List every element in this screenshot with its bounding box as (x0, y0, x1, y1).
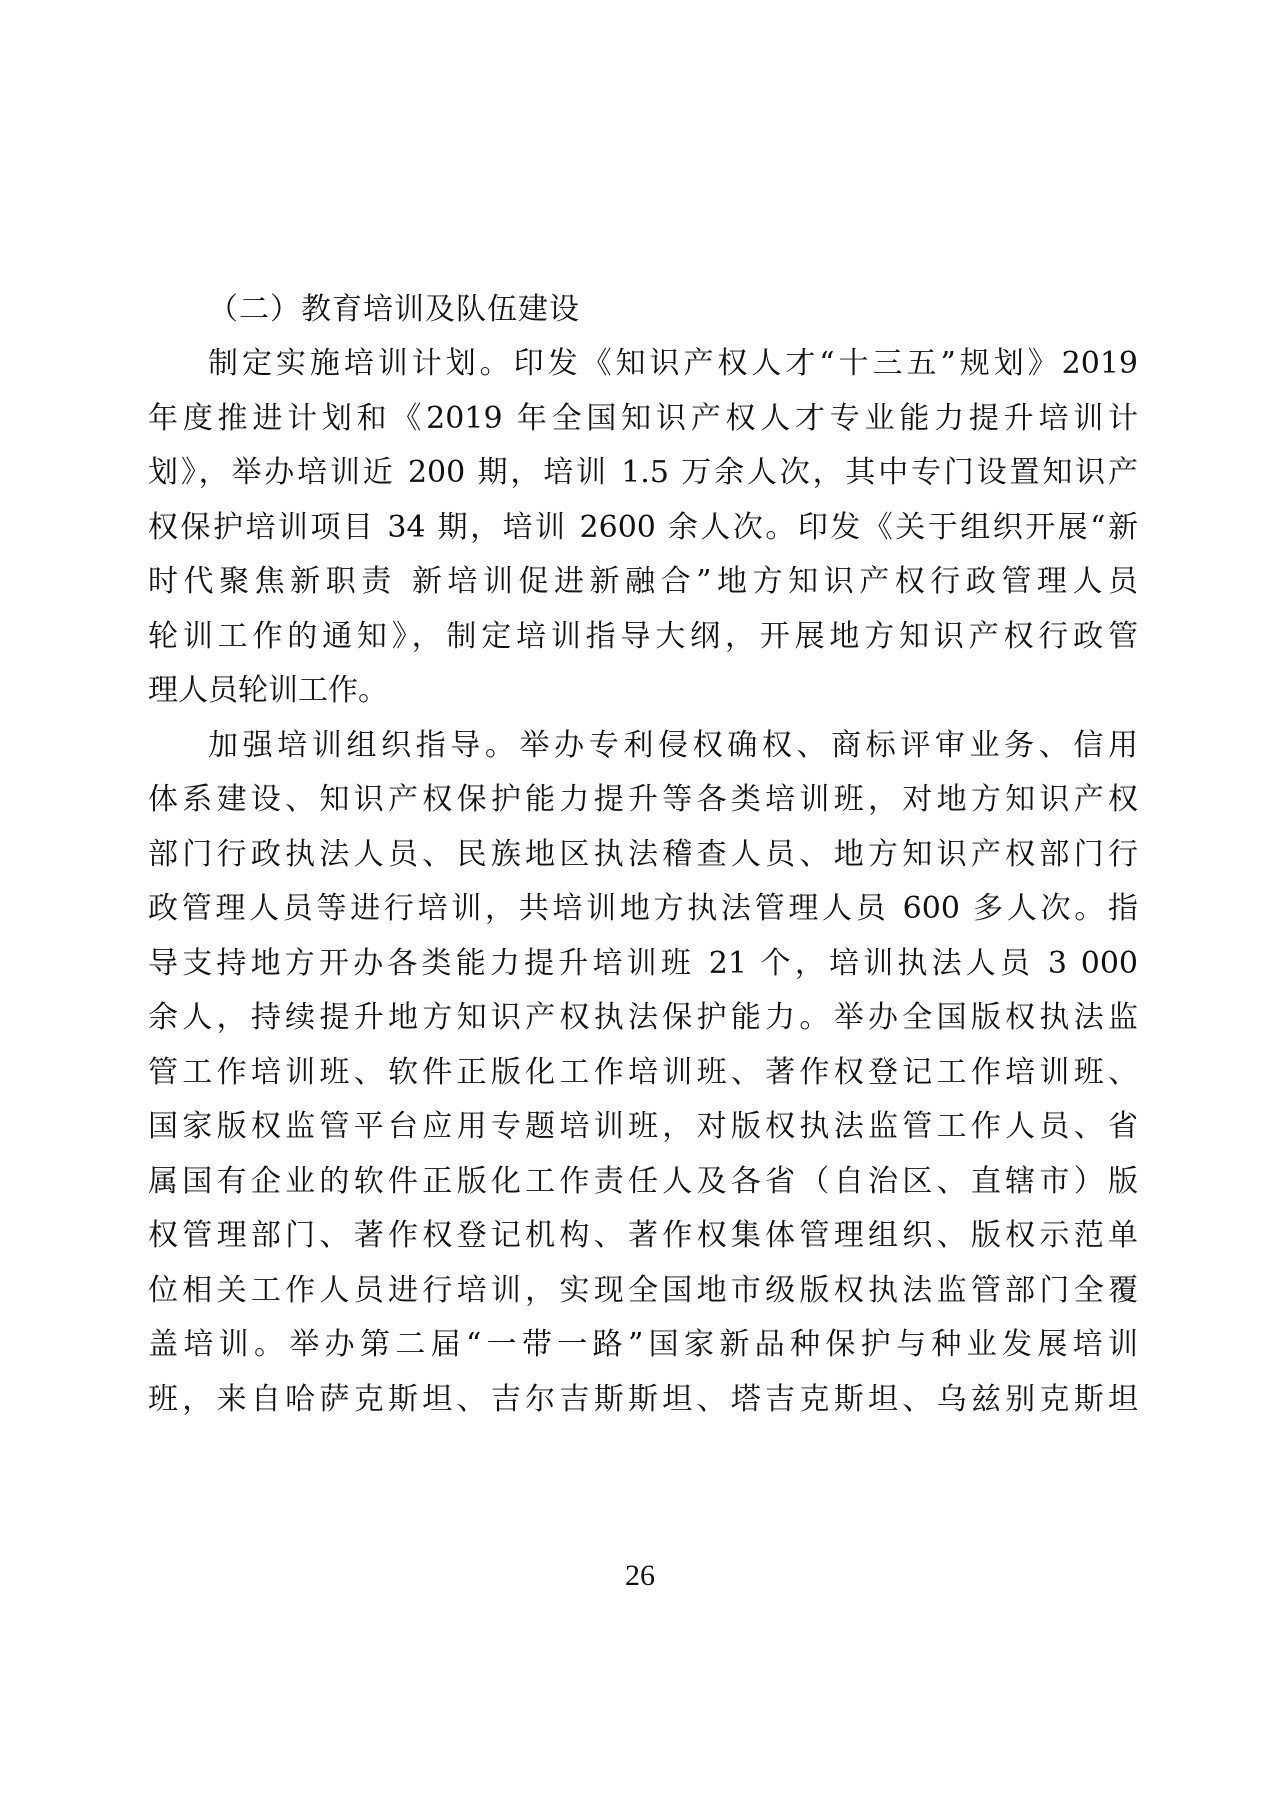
paragraph-line: 年度推进计划和《2019 年全国知识产权人才专业能力提升培训计 (148, 400, 1138, 436)
paragraph-line: 班，来自哈萨克斯坦、吉尔吉斯斯坦、塔吉克斯坦、乌兹别克斯坦 (148, 1381, 1138, 1417)
paragraph-line: 制定实施培训计划。印发《知识产权人才“十三五”规划》2019 (208, 346, 1138, 381)
paragraph-line: 余人，持续提升地方知识产权执法保护能力。举办全国版权执法监 (148, 1000, 1138, 1035)
paragraph-line: 管工作培训班、软件正版化工作培训班、著作权登记工作培训班、 (148, 1054, 1138, 1090)
paragraph-line: 划》，举办培训近 200 期，培训 1.5 万余人次，其中专门设置知识产 (148, 455, 1138, 490)
paragraph-line: 政管理人员等进行培训，共培训地方执法管理人员 600 多人次。指 (148, 891, 1138, 926)
document-body (148, 283, 1138, 1427)
paragraph-training-guidance (148, 719, 1138, 1428)
paragraph-line: 权保护培训项目 34 期，培训 2600 余人次。印发《关于组织开展“新 (148, 509, 1138, 545)
page-number: 26 (625, 1559, 655, 1592)
paragraph-line: 体系建设、知识产权保护能力提升等各类培训班，对地方知识产权 (148, 782, 1138, 817)
paragraph-line: 时代聚焦新职责 新培训促进新融合”地方知识产权行政管理人员 (148, 564, 1138, 599)
paragraph-line: 理人员轮训工作。 (148, 673, 388, 708)
paragraph-line: 属国有企业的软件正版化工作责任人及各省（自治区、直辖市）版 (148, 1163, 1138, 1199)
paragraph-line: 轮训工作的通知》，制定培训指导大纲，开展地方知识产权行政管 (148, 618, 1138, 654)
section-heading: （二）教育培训及队伍建设 (208, 292, 580, 327)
paragraph-line: 部门行政执法人员、民族地区执法稽查人员、地方知识产权部门行 (148, 836, 1138, 872)
paragraph-line: 加强培训组织指导。举办专利侵权确权、商标评审业务、信用 (208, 727, 1138, 763)
paragraph-line: 盖培训。举办第二届“一带一路”国家新品种保护与种业发展培训 (148, 1327, 1138, 1362)
paragraph-line: 导支持地方开办各类能力提升培训班 21 个，培训执法人员 3 000 (148, 945, 1138, 981)
paragraph-line: 位相关工作人员进行培训，实现全国地市级版权执法监管部门全覆 (148, 1272, 1138, 1308)
paragraph-line: 国家版权监管平台应用专题培训班，对版权执法监管工作人员、省 (148, 1109, 1138, 1144)
paragraph-line: 权管理部门、著作权登记机构、著作权集体管理组织、版权示范单 (148, 1218, 1138, 1253)
paragraph-training-plan (148, 337, 1138, 719)
